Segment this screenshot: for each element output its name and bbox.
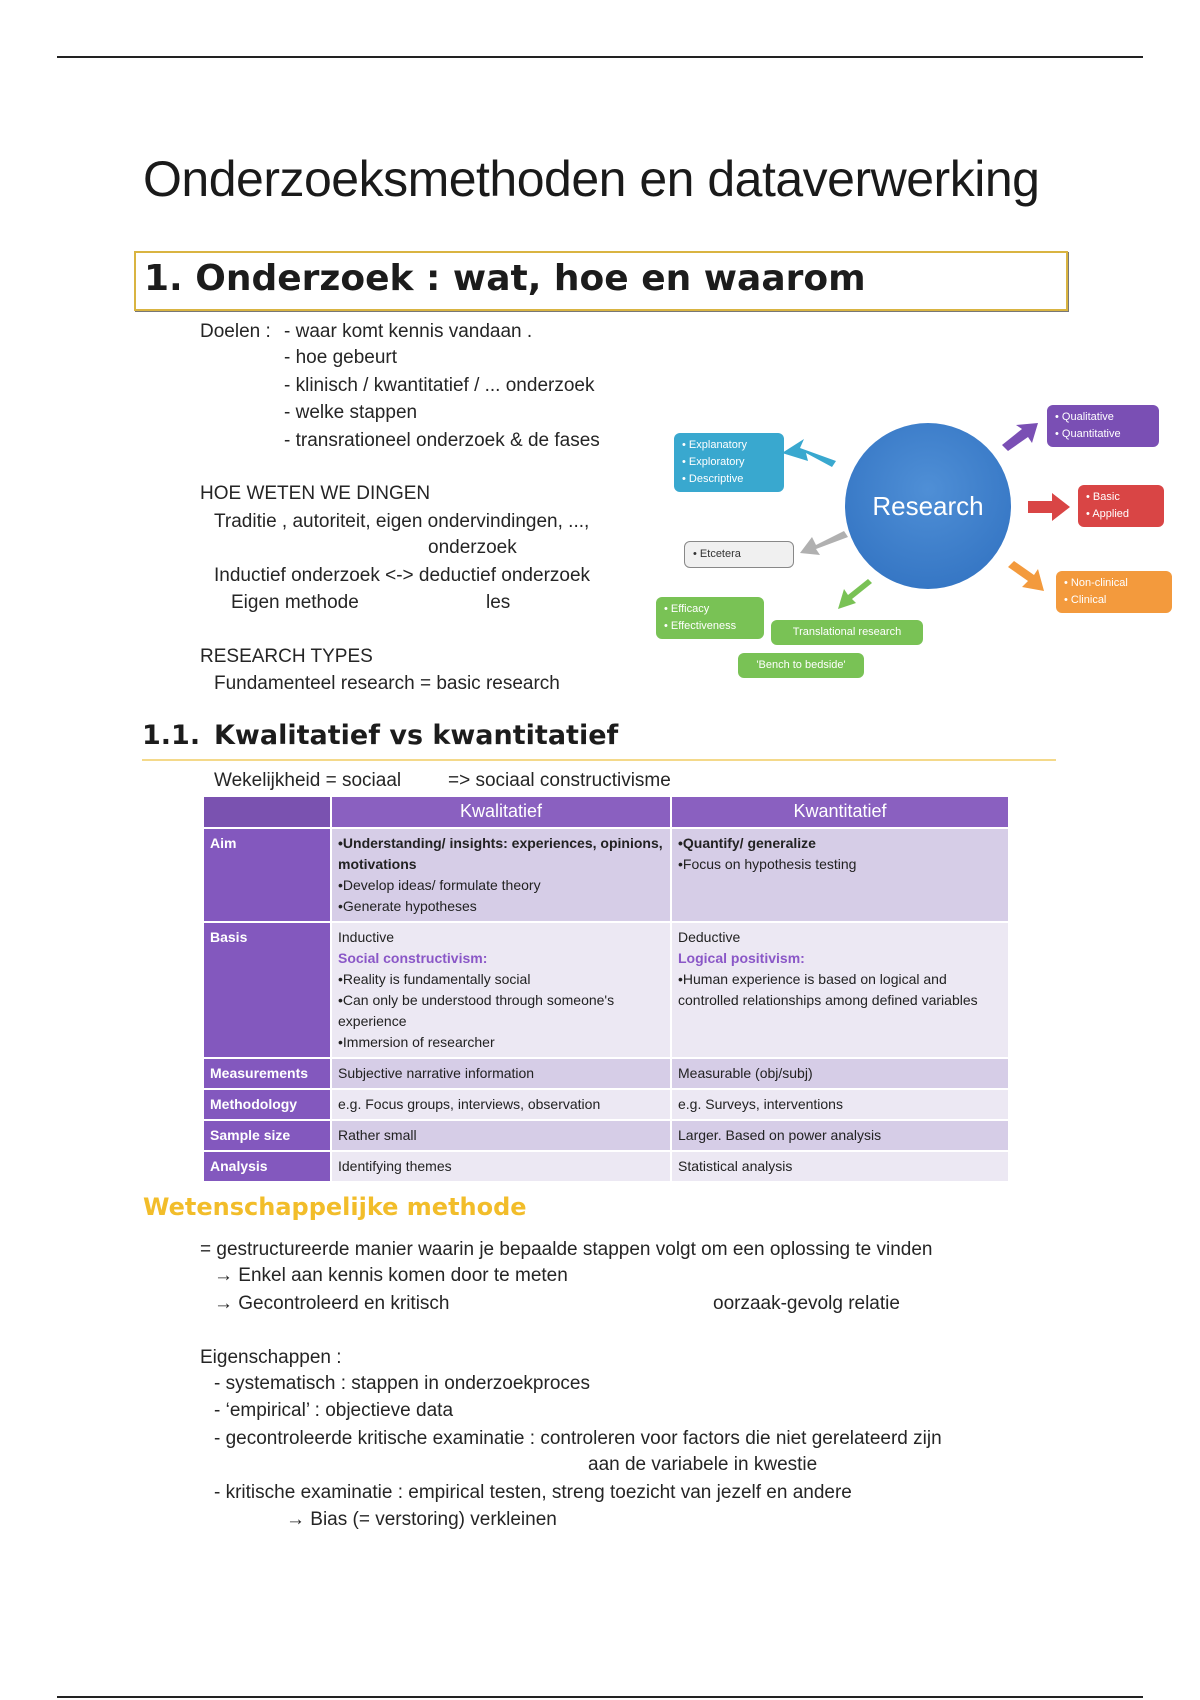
table-row-basis [203, 922, 1009, 1058]
header-kwantitatief: Kwantitatief [671, 796, 1009, 828]
row-label: Aim [203, 828, 331, 922]
cell-line: Inductive [338, 929, 395, 945]
hoe-weten-heading: HOE WETEN WE DINGEN [200, 483, 431, 504]
eigenschap-item-continued: aan de variabele in kwestie [588, 1454, 818, 1475]
cell-line: • Immersion of researcher [338, 1032, 664, 1053]
table-cell: Measurable (obj/subj) [671, 1058, 1009, 1089]
left-top-item: • Exploratory [682, 454, 776, 471]
left-bottom-item: • Efficacy [664, 601, 756, 618]
row-label: Methodology [203, 1089, 331, 1120]
table-cell: Statistical analysis [671, 1151, 1009, 1182]
table-row-analysis [203, 1151, 1009, 1182]
cell-line: • Understanding/ insights: experiences, opinions, motivations [338, 833, 664, 875]
research-types-heading: RESEARCH TYPES [200, 646, 373, 667]
left-bottom-item: • Effectiveness [664, 618, 756, 635]
cell-line: Logical positivism: [678, 950, 805, 966]
table-cell: Rather small [331, 1120, 671, 1151]
right-bottom-item: • Non-clinical [1064, 575, 1164, 592]
hoe-weten-line: Traditie , autoriteit, eigen ondervindingen, ..., [214, 511, 590, 532]
table-header-row [203, 796, 1009, 828]
arrow-line: → Gecontroleerd en kritisch [214, 1293, 450, 1314]
row-label: Analysis [203, 1151, 331, 1182]
arrow-right-bottom-icon [1008, 561, 1044, 591]
doelen-item: - transrationeel onderzoek & de fases [284, 430, 600, 451]
les-label: les [486, 592, 511, 613]
arrow-right-mid-icon [1028, 493, 1070, 521]
section-1-1-number: 1.1. [142, 720, 201, 751]
cell-line: Deductive [678, 929, 741, 945]
bench-box: 'Bench to bedside' [738, 653, 864, 678]
eigenschap-item: - systematisch : stappen in onderzoekproces [214, 1373, 590, 1394]
row-label: Measurements [203, 1058, 331, 1089]
table-cell: e.g. Focus groups, interviews, observation [331, 1089, 671, 1120]
arrow-left-mid-icon [800, 531, 848, 555]
doelen-item: - klinisch / kwantitatief / ... onderzoek [284, 375, 595, 396]
eigenschap-item: - ‘empirical’ : objectieve data [214, 1400, 454, 1421]
eigenschappen-label: Eigenschappen : [200, 1347, 342, 1368]
doelen-label: Doelen : [200, 321, 271, 342]
section-1-1-heading: Kwalitatief vs kwantitatief [214, 720, 619, 751]
eigenschap-item: - gecontroleerde kritische examinatie : controleren voor factors die niet gerelateerd zijn [214, 1428, 942, 1449]
cell-line: • Reality is fundamentally social [338, 969, 664, 990]
aim-qual-cell [331, 828, 671, 922]
left-top-box [674, 433, 784, 492]
table-cell: Larger. Based on power analysis [671, 1120, 1009, 1151]
document-title: Onderzoeksmethoden en dataverwerking [143, 151, 1040, 207]
hoe-weten-line: onderzoek [428, 537, 517, 558]
right-top-item: • Quantitative [1055, 426, 1151, 443]
research-circle-label: Research [872, 490, 984, 521]
cell-line: • Quantify/ generalize [678, 833, 1002, 854]
doelen-item: - welke stappen [284, 402, 418, 423]
doelen-item: - waar komt kennis vandaan . [284, 321, 533, 342]
table-cell: Subjective narrative information [331, 1058, 671, 1089]
header-kwalitatief: Kwalitatief [331, 796, 671, 828]
wetenschappelijke-methode-heading: Wetenschappelijke methode [143, 1193, 527, 1221]
oorzaak-label: oorzaak-gevolg relatie [713, 1293, 900, 1314]
table-cell: e.g. Surveys, interventions [671, 1089, 1009, 1120]
werkelijkheid-line: Wekelijkheid = sociaal [214, 770, 402, 791]
right-top-item: • Qualitative [1055, 409, 1151, 426]
arrow-right-top-icon [1002, 423, 1038, 451]
research-circle [845, 423, 1011, 589]
right-bottom-item: • Clinical [1064, 592, 1164, 609]
right-top-box [1047, 405, 1159, 447]
left-bottom-box [656, 597, 764, 639]
section-1-1-rule [142, 759, 1056, 761]
comparison-table [202, 795, 1010, 1183]
left-top-item: • Descriptive [682, 471, 776, 488]
definition-line: = gestructureerde manier waarin je bepaalde stappen volgt om een oplossing te vinden [200, 1239, 933, 1260]
table-row-aim [203, 828, 1009, 922]
research-diagram [650, 395, 1190, 695]
inductief-line: Inductief onderzoek <-> deductief onderzoek [214, 565, 591, 586]
table-row-sample-size [203, 1120, 1009, 1151]
table-row-methodology [203, 1089, 1009, 1120]
cell-line: • Focus on hypothesis testing [678, 854, 1002, 875]
left-mid-box [684, 541, 794, 568]
left-top-item: • Explanatory [682, 437, 776, 454]
arrow-line: → Enkel aan kennis komen door te meten [214, 1265, 568, 1286]
right-mid-box [1078, 485, 1164, 527]
left-mid-item: • Etcetera [693, 546, 785, 563]
table-corner [203, 796, 331, 828]
right-bottom-box [1056, 571, 1172, 613]
cell-line: • Human experience is based on logical and controlled relationships among defined variables [678, 969, 1002, 1011]
aim-quant-cell [671, 828, 1009, 922]
section-1-heading: 1. Onderzoek : wat, hoe en waarom [144, 258, 866, 299]
basis-qual-cell [331, 922, 671, 1058]
eigen-methode: Eigen methode [231, 592, 359, 613]
arrow-left-bottom-icon [838, 579, 872, 609]
arrow-left-top-icon [782, 439, 836, 467]
translational-box: Translational research [771, 620, 923, 645]
cell-line: • Can only be understood through someone's experience [338, 990, 664, 1032]
top-rule [57, 56, 1143, 58]
eigenschap-item-continued: → Bias (= verstoring) verkleinen [286, 1509, 557, 1530]
eigenschap-item: - kritische examinatie : empirical testen, streng toezicht van jezelf en andere [214, 1482, 852, 1503]
cell-line: • Develop ideas/ formulate theory [338, 875, 664, 896]
bottom-rule [57, 1696, 1143, 1698]
doelen-item: - hoe gebeurt [284, 347, 398, 368]
table-row-measurements [203, 1058, 1009, 1089]
right-mid-item: • Applied [1086, 506, 1156, 523]
cell-line: Social constructivism: [338, 950, 488, 966]
table-cell: Identifying themes [331, 1151, 671, 1182]
basis-quant-cell [671, 922, 1009, 1058]
constructivisme-line: => sociaal constructivisme [448, 770, 671, 791]
row-label: Sample size [203, 1120, 331, 1151]
cell-line: • Generate hypotheses [338, 896, 664, 917]
row-label: Basis [203, 922, 331, 1058]
right-mid-item: • Basic [1086, 489, 1156, 506]
research-types-line: Fundamenteel research = basic research [214, 673, 560, 694]
